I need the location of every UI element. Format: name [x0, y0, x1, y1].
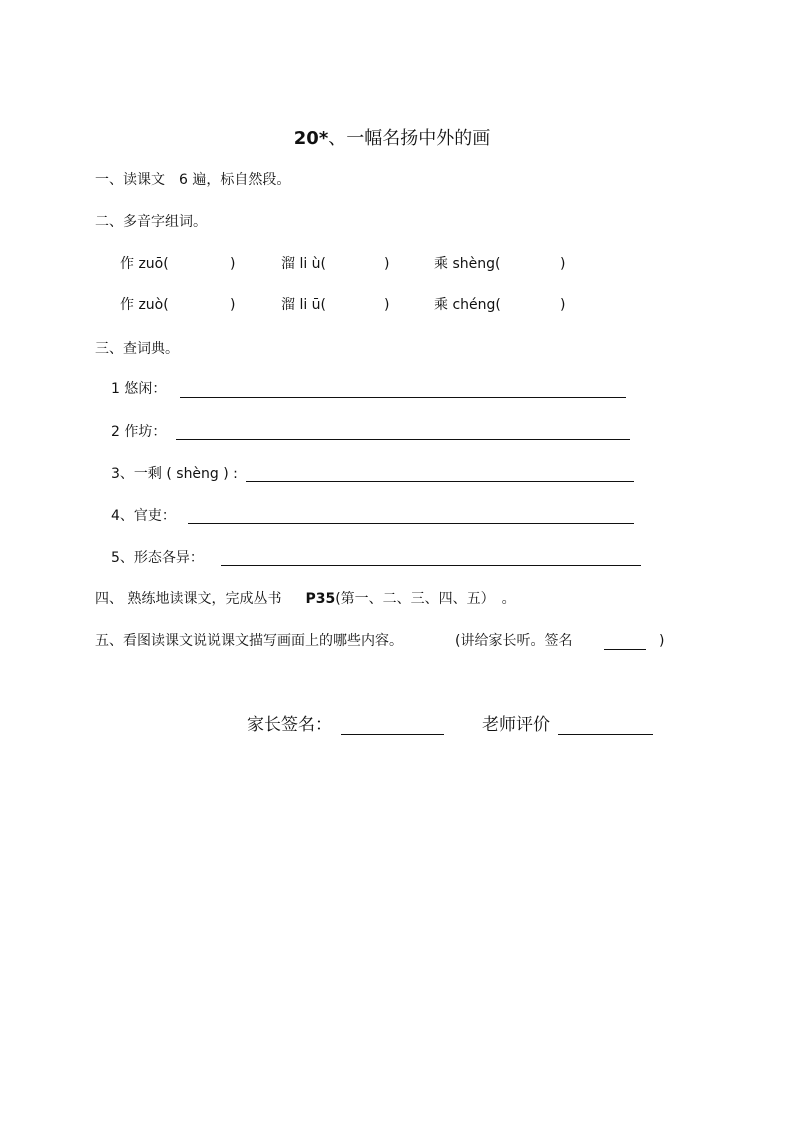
parent-sign-line[interactable]: [604, 649, 646, 650]
answer-line[interactable]: [176, 439, 630, 440]
section-5-note: (讲给家长听。签名: [455, 633, 573, 649]
section-4: [95, 592, 516, 606]
section-5-close: ): [659, 633, 665, 649]
teacher-evaluation-line[interactable]: [558, 734, 653, 735]
polyphone-label: 作 zuō(: [120, 256, 169, 272]
page-title: [0, 130, 784, 148]
polyphone-close: ): [230, 297, 236, 313]
answer-line[interactable]: [246, 481, 634, 482]
polyphone-close: ): [384, 256, 390, 272]
dictionary-item-label: 2 作坊：: [111, 424, 167, 440]
section-5: 五、看图读课文说说课文描写画面上的哪些内容。: [95, 633, 403, 649]
polyphone-close: ): [230, 256, 236, 272]
teacher-evaluation-label: 老师评价: [482, 715, 550, 735]
section-1: 一、读课文 6 遍，标自然段。: [95, 172, 291, 188]
lesson-number: 20*: [293, 128, 329, 149]
book-page: P35: [305, 591, 336, 607]
polyphone-label: 乘 chéng(: [434, 297, 501, 313]
polyphone-label: 溜 li ù(: [281, 256, 327, 272]
dictionary-item-label: 4、官吏：: [111, 508, 176, 524]
polyphone-close: ): [560, 297, 566, 313]
section-4-chapters: (第一、二、三、四、五） 。: [335, 591, 516, 607]
dictionary-item-label: 3、一剩 ( shèng ) :: [111, 466, 238, 482]
answer-line[interactable]: [188, 523, 634, 524]
section-2: 二、多音字组词。: [95, 214, 207, 230]
parent-signature-line[interactable]: [341, 734, 444, 735]
polyphone-label: 作 zuò(: [120, 297, 169, 313]
polyphone-close: ): [384, 297, 390, 313]
polyphone-label: 乘 shèng(: [434, 256, 501, 272]
polyphone-close: ): [560, 256, 566, 272]
dictionary-item-label: 5、形态各异：: [111, 550, 204, 566]
answer-line[interactable]: [180, 397, 626, 398]
lesson-title: 、一幅名扬中外的画: [328, 128, 491, 149]
parent-signature-label: 家长签名：: [247, 715, 332, 735]
section-4-text: 四、 熟练地读课文，完成丛书: [95, 591, 282, 607]
dictionary-item-label: 1 悠闲：: [111, 381, 167, 397]
section-3: 三、查词典。: [95, 341, 179, 357]
answer-line[interactable]: [221, 565, 641, 566]
polyphone-label: 溜 li ū(: [281, 297, 327, 313]
